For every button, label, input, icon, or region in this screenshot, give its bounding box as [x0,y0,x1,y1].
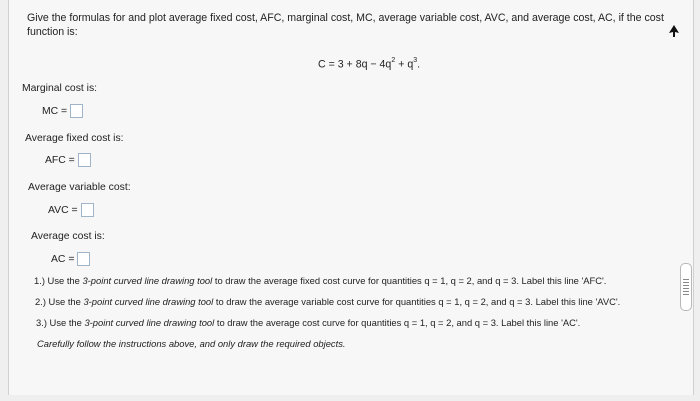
instruction-3 [36,317,580,328]
instruction-2-prefix: 2.) Use the [35,296,84,307]
instruction-2-rest: to draw the average variable cost curve for quantities q = 1, q = 2, and q = 3. Label this line 'AVC'. [213,296,621,307]
formula-part-2: + q [395,58,414,71]
afc-input[interactable] [78,153,91,167]
instruction-2 [35,296,620,307]
avc-equation [48,203,94,217]
ac-input[interactable] [77,252,90,266]
scroll-handle[interactable] [680,263,692,311]
instruction-1 [34,275,606,286]
avc-input[interactable] [81,203,94,217]
avc-eq-label: AVC = [48,204,78,216]
afc-eq-label: AFC = [45,154,75,166]
instruction-3-tool: 3-point curved line drawing tool [84,317,215,328]
ac-label: Average cost is: [31,231,105,242]
instruction-3-rest: to draw the average cost curve for quantities q = 1, q = 2, and q = 3. Label this line 'AC'. [214,317,581,328]
afc-equation [45,153,91,167]
ac-equation [51,252,90,266]
mc-label: Marginal cost is: [22,83,98,94]
avc-label: Average variable cost: [28,182,131,193]
instruction-1-rest: to draw the average fixed cost curve for quantities q = 1, q = 2, and q = 3. Label this line 'AFC'. [212,275,607,286]
question-text: Give the formulas for and plot average fixed cost, AFC, marginal cost, MC, average variable cost, AVC, and average cost, AC, if the cost function is: [27,12,664,38]
mc-eq-label: MC = [42,105,68,117]
mc-equation [42,104,83,118]
mouse-cursor-icon [668,24,680,38]
question-panel [8,0,694,395]
instruction-1-prefix: 1.) Use the [34,275,83,286]
ac-eq-label: AC = [51,253,75,265]
formula-part-3: . [417,58,421,71]
afc-label: Average fixed cost is: [25,133,124,144]
mc-input[interactable] [70,104,83,118]
formula-exponent-2: 2 [391,57,396,64]
cost-function-formula [318,58,420,71]
instruction-1-tool: 3-point curved line drawing tool [82,275,213,286]
instruction-3-prefix: 3.) Use the [36,317,85,328]
formula-part-1: C = 3 + 8q − 4q [318,58,392,71]
formula-exponent-3: 3 [413,57,418,64]
instruction-2-tool: 3-point curved line drawing tool [83,296,214,307]
instruction-note: Carefully follow the instructions above, and only draw the required objects. [37,338,346,349]
